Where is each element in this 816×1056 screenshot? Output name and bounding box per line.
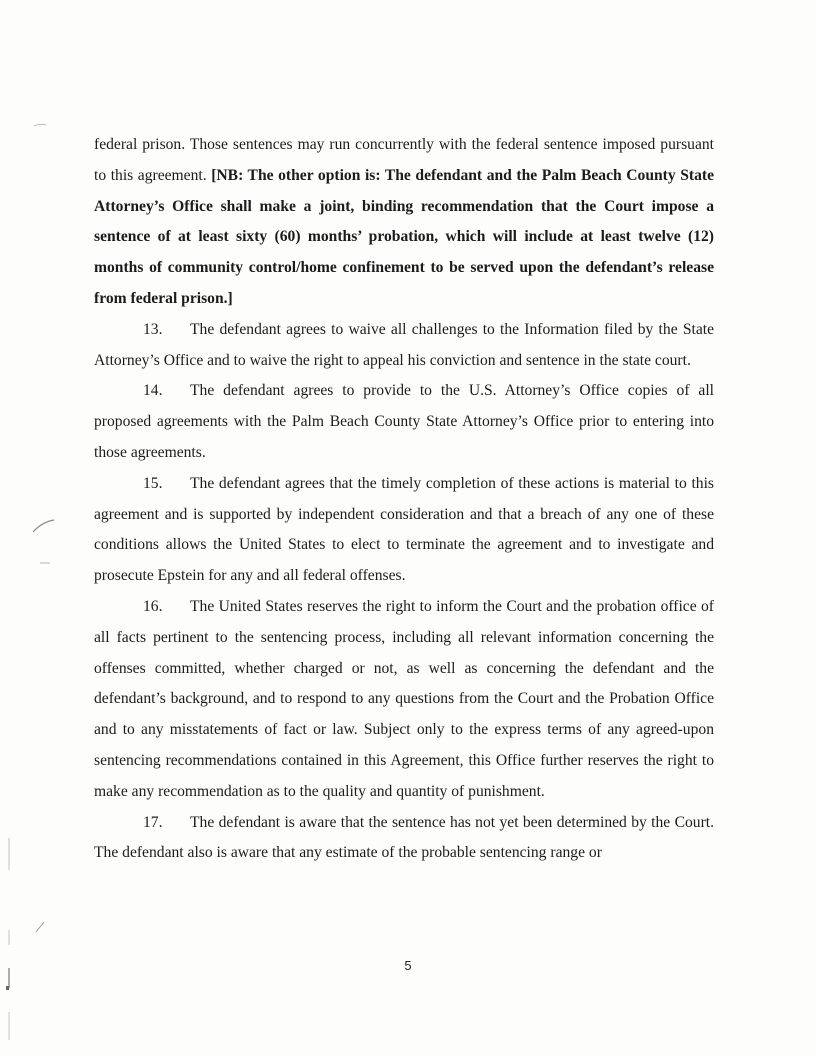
paragraph-number: 13.: [143, 320, 163, 338]
nb-bold-note: [NB: The other option is: The defendant and the Palm Beach County State Attorney’s Office shall make a joint, binding recommendation that the Court impose a sentence of at least sixty (60) months’ probation, which will include at least twelve (12) months of community control/home confinement to be served upon the defendant’s release from federal prison.]: [94, 166, 714, 307]
paragraph-15: [94, 469, 714, 592]
scan-mark: [36, 922, 44, 932]
paragraph-text: The defendant agrees to provide to the U.S. Attorney’s Office copies of all proposed agreements with the Palm Beach County State Attorney’s Office prior to entering into those agreements.: [94, 382, 714, 461]
scan-mark: [33, 520, 54, 532]
continued-paragraph: [94, 130, 714, 315]
paragraph-number: 14.: [143, 382, 163, 400]
paragraph-number: 17.: [143, 813, 163, 831]
paragraph-text: The defendant agrees to waive all challenges to the Information filed by the State Attorney’s Office and to waive the right to appeal his conviction and sentence in the state court.: [94, 320, 714, 369]
document-body: [94, 130, 714, 869]
paragraph-text: The defendant agrees that the timely completion of these actions is material to this agreement and is supported by independent consideration and that a breach of any one of these conditions allows the United States to elect to terminate the agreement and to investigate and prosecute Epstein for any and all federal offenses.: [94, 474, 714, 585]
paragraph-16: [94, 592, 714, 808]
paragraph-text: The United States reserves the right to inform the Court and the probation office of all facts pertinent to the sentencing process, including all relevant information concerning the offenses committed, whether charged or not, as well as concerning the defendant and the defendant’s background, and to respond to any questions from the Court and the Probation Office and to any misstatements of fact or law. Subject only to the express terms of any agreed-upon sentencing recommendations contained in this Agreement, this Office further reserves the right to make any recommendation as to the quality and quantity of punishment.: [94, 597, 714, 800]
paragraph-text: The defendant is aware that the sentence has not yet been determined by the Court. The defendant also is aware that any estimate of the probable sentencing range or: [94, 813, 714, 862]
paragraph-number: 16.: [143, 597, 163, 615]
page-number: 5: [404, 958, 412, 973]
scan-mark: [6, 986, 9, 990]
continued-text: federal prison. Those sentences may run concurrently with the federal sentence imposed pursuant to this agreement.: [94, 136, 714, 184]
paragraph-number: 15.: [143, 474, 163, 492]
scan-mark: [34, 124, 46, 126]
paragraph-14: [94, 376, 714, 468]
paragraph-17: [94, 808, 714, 870]
paragraph-13: [94, 315, 714, 377]
